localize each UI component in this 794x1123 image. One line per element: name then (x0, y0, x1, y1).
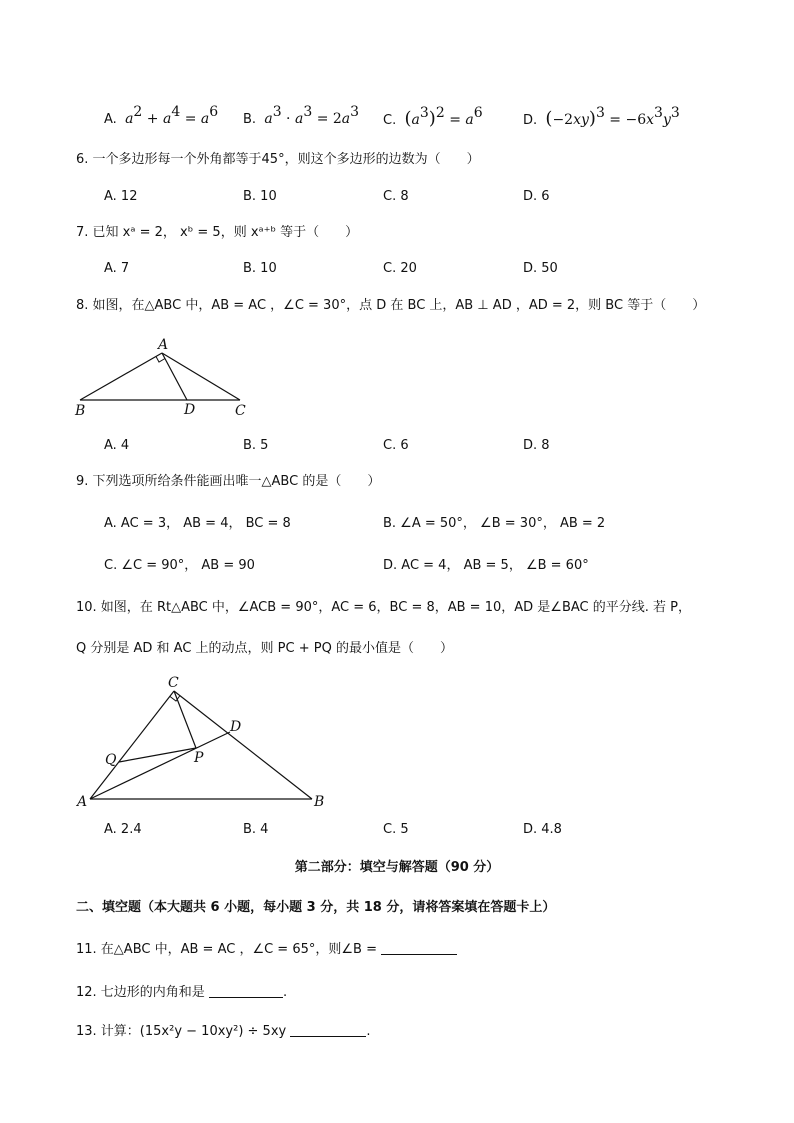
q10-label-q: Q (105, 752, 117, 768)
q10-option-c: C. 5 (383, 822, 409, 837)
q11-text: 11. 在△ABC 中，AB = AC ，∠C = 65°，则∠B = (76, 942, 377, 957)
q10-stem-line2: Q 分别是 AD 和 AC 上的动点，则 PC + PQ 的最小值是（ ） (76, 641, 453, 656)
q5-option-a-label: A. (104, 112, 117, 127)
q12 (76, 982, 287, 1004)
q10-label-d: D (230, 719, 242, 735)
q9-option-d: D. AC = 4， AB = 5， ∠B = 60° (383, 558, 589, 573)
q9-option-b: B. ∠A = 50°， ∠B = 30°， AB = 2 (383, 516, 606, 531)
q6-option-c: C. 8 (383, 189, 409, 204)
q6-stem: 6. 一个多边形每一个外角都等于45°，则这个多边形的边数为（ ） (76, 152, 480, 167)
q5-option-b: B. $a^3 \cdot a^3 = 2a^3$ (243, 104, 360, 127)
q12-text: 12. 七边形的内角和是 (76, 985, 205, 1000)
q13-answer-blank[interactable] (290, 1024, 366, 1037)
q8-options (0, 435, 794, 459)
q12-period: . (282, 985, 288, 1000)
q8-stem: 8. 如图，在△ABC 中，AB = AC ，∠C = 30°，点 D 在 BC 上，AB ⊥ AD ，AD = 2，则 BC 等于（ ） (76, 298, 706, 313)
q8-label-d: D (184, 402, 196, 418)
q5-option-c-label: C. (383, 113, 397, 128)
q8-label-c: C (235, 403, 246, 419)
q8-option-d: D. 8 (523, 438, 550, 453)
q7-option-d: D. 50 (523, 261, 558, 276)
q13-text: 13. 计算：(15x²y − 10xy²) ÷ 5xy (76, 1024, 287, 1039)
q9-option-c: C. ∠C = 90°， AB = 90 (104, 558, 255, 573)
q10-option-b: B. 4 (243, 822, 269, 837)
q9-option-a: A. AC = 3， AB = 4， BC = 8 (104, 516, 291, 531)
q9-stem: 9. 下列选项所给条件能画出唯一△ABC 的是（ ） (76, 474, 381, 489)
q10-option-a: A. 2.4 (104, 822, 142, 837)
q5-option-d-label: D. (523, 113, 538, 128)
q11 (76, 939, 457, 961)
part2-title: 第二部分：填空与解答题（90 分） (294, 860, 500, 875)
q10-label-a: A (77, 794, 88, 810)
q6-options (0, 186, 794, 210)
q6-option-b: B. 10 (243, 189, 277, 204)
q7-option-b: B. 10 (243, 261, 277, 276)
q5-option-c: C. $(a^3)^2 = a^6$ (383, 105, 483, 129)
q8-label-b: B (75, 403, 86, 419)
q10-options (0, 819, 794, 843)
q10-label-b: B (314, 794, 325, 810)
q5-option-a: A. $a^2 + a^4 = a^6$ (104, 104, 219, 127)
q7-option-c: C. 20 (383, 261, 417, 276)
q8-option-a: A. 4 (104, 438, 130, 453)
q13-period: . (366, 1024, 371, 1039)
q8-figure (70, 333, 260, 425)
q10-label-p: P (194, 750, 204, 766)
q8-label-a: A (158, 337, 169, 353)
q7-options (0, 258, 794, 282)
q9-options-row1 (0, 513, 794, 537)
q8-option-b: B. 5 (243, 438, 269, 453)
section2-title: 二、填空题（本大题共 6 小题，每小题 3 分，共 18 分，请将答案填在答题卡上） (76, 900, 556, 915)
q11-answer-blank[interactable] (381, 942, 457, 955)
q5-option-d: D. $(-2xy)^3 = -6x^3y^3$ (523, 105, 680, 129)
q7-option-a: A. 7 (104, 261, 130, 276)
q5-option-b-label: B. (243, 112, 257, 127)
q6-option-d: D. 6 (523, 189, 550, 204)
q6-option-a: A. 12 (104, 189, 138, 204)
q10-option-d: D. 4.8 (523, 822, 562, 837)
q5-options (0, 104, 794, 132)
q10-label-c: C (168, 675, 179, 691)
q10-figure (72, 672, 342, 812)
q10-stem-line1: 10. 如图，在 Rt△ABC 中，∠ACB = 90°，AC = 6，BC = 8，AB = 10，AD 是∠BAC 的平分线. 若 P， (76, 600, 691, 615)
q13 (76, 1021, 370, 1043)
q9-options-row2 (0, 555, 794, 579)
q8-option-c: C. 6 (383, 438, 409, 453)
q12-answer-blank[interactable] (209, 985, 283, 998)
q7-stem: 7. 已知 xᵃ = 2， xᵇ = 5，则 xᵃ⁺ᵇ 等于（ ） (76, 225, 359, 240)
